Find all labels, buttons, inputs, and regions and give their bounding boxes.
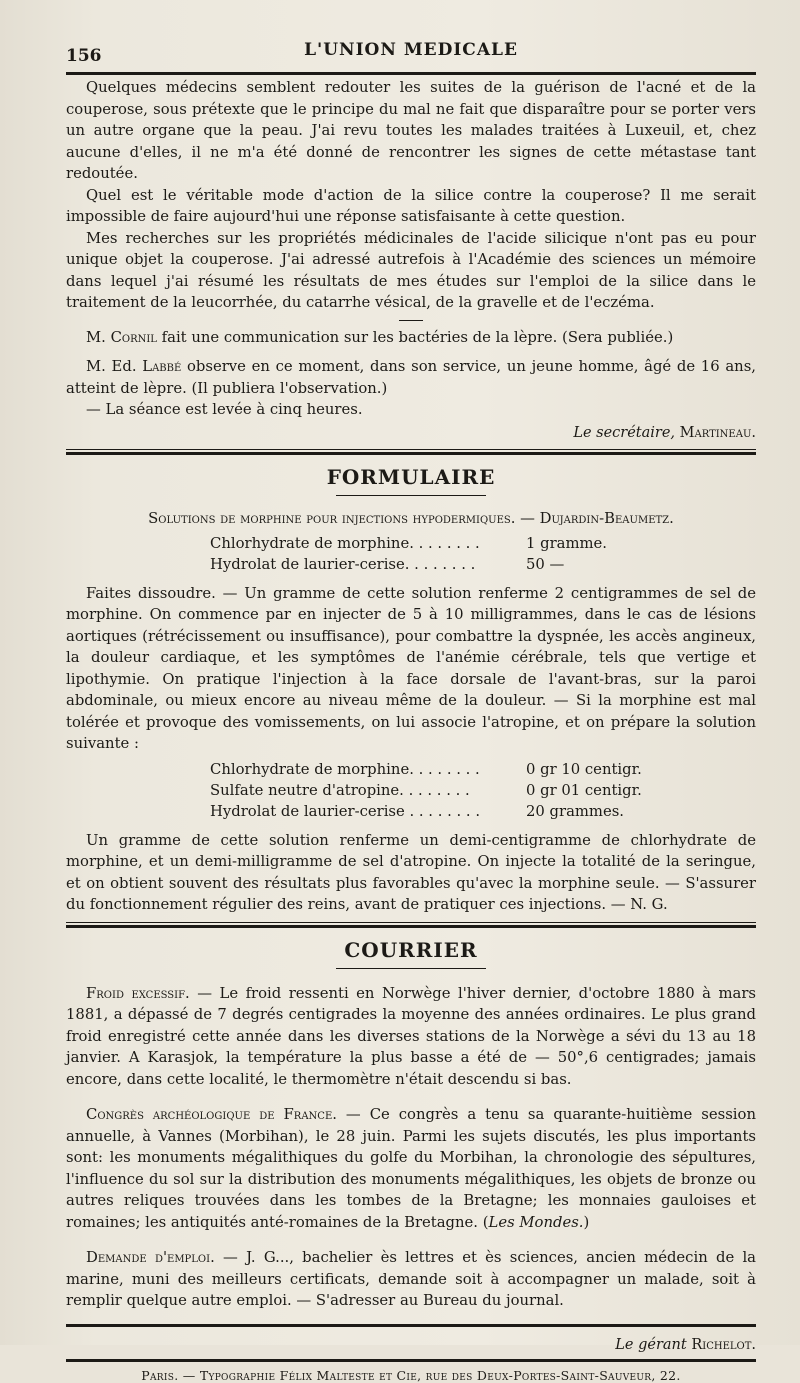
- congres-label: Congrès archéologique de France.: [86, 1106, 337, 1123]
- recipe-line: [210, 533, 756, 554]
- courrier-underline: [336, 968, 486, 969]
- secretary-signature: [66, 425, 756, 441]
- printer-imprint: Paris. — Typographie Félix Malteste et Cie, rue des Deux-Portes-Saint-Sauveur, 22.: [141, 1367, 681, 1383]
- header-rule: [66, 72, 756, 75]
- news-demande: [66, 1247, 756, 1312]
- section-rule-formulaire: [66, 449, 756, 455]
- labbe-prefix: M. Ed.: [86, 358, 143, 375]
- congres-end: ): [583, 1213, 590, 1231]
- formula-heading: Solutions de morphine pour injections hypodermiques. — Dujardin-Beaumetz.: [148, 509, 674, 527]
- ingredient-qty: 50 —: [526, 555, 565, 573]
- froid-text: — Le froid ressenti en Norwège l'hiver dernier, d'octobre 1880 à mars 1881, a dépassé de 7 degrés centigrades la moyenne des années ordinaires. Le plus grand froid enregistré cette année dans les diverses stations de la Norwège a sévi du 13 au 18 janvier. A Karasjok, la température la plus basse a été de — 50°,6 centigrades; jamais encore, dans cette localité, le thermomètre n'était descendu si bas.: [66, 984, 757, 1088]
- signature-role: Le secrétaire,: [573, 424, 676, 441]
- page-number: 156: [66, 46, 102, 66]
- ingredient-name: Sulfate neutre d'atropine. . . . . . . .: [210, 781, 470, 799]
- demande-label: Demande d'emploi.: [86, 1249, 215, 1266]
- session-labbe: [66, 356, 756, 399]
- cornil-text: fait une communication sur les bactéries de la lèpre. (Sera publiée.): [156, 328, 674, 346]
- recipe-line: [210, 801, 756, 822]
- signature-name: Martineau.: [679, 424, 756, 441]
- ingredient-qty: 1 gramme.: [526, 534, 608, 552]
- gerant-role: Le gérant: [615, 1336, 687, 1353]
- congres-text: — Ce congrès a tenu sa quarante-huitième session annuelle, à Vannes (Morbihan), le 28 juin. Parmi les sujets discutés, les plus importants sont: les monuments mégalithiques du golfe du Morbihan, la chronologie des sépultures, l'influence du sol sur la distribution des monuments mégalithiques, les objets de bronze ou autres reliques trouvées dans les tombes de la Bretagne; les monnaies gauloises et romaines; les antiquités anté-romaines de la Bretagne. (: [66, 1106, 756, 1231]
- news-froid: [66, 983, 756, 1091]
- section-rule-courrier: [66, 922, 756, 928]
- labbe-text: observe en ce moment, dans son service, un jeune homme, âgé de 16 ans, atteint de lèpre. (Il publiera l'observation.): [66, 358, 756, 397]
- courrier-title: COURRIER: [344, 937, 478, 962]
- intro-paragraph-1: Quelques médecins semblent redouter les suites de la guérison de l'acné et de la couperose, sous prétexte que le principe du mal ne fait que disparaître pour se porter vers un autre organe que la peau. J'ai revu toutes les malades traitées à Luxeuil, et, chez aucune d'elles, il ne m'a été donné de rencontrer les signes de cette métastase tant redoutée.: [66, 79, 756, 182]
- gerant-name: Richelot.: [691, 1336, 756, 1353]
- cornil-prefix: M.: [86, 328, 111, 346]
- congres-source: Les Mondes.: [488, 1213, 584, 1231]
- ingredient-name: Hydrolat de laurier-cerise. . . . . . . .: [210, 555, 476, 573]
- recipe-line: [210, 780, 756, 801]
- ingredient-name: Chlorhydrate de morphine. . . . . . . .: [210, 534, 480, 552]
- session-cornil: [66, 327, 756, 349]
- ingredient-qty: 0 gr 10 centigr.: [526, 760, 642, 778]
- page-header: [66, 38, 756, 68]
- froid-label: Froid excessif.: [86, 984, 190, 1002]
- demande-text: — J. G..., bachelier ès lettres et ès sciences, ancien médecin de la marine, muni des meilleurs certificats, demande soit à accompagner un malade, soit à remplir quelque autre emploi. — S'adresser au Bureau du journal.: [66, 1249, 757, 1309]
- news-congres: [66, 1104, 756, 1233]
- recipe-line: [210, 554, 756, 575]
- formulaire-underline: [336, 495, 486, 496]
- footer-rule-top: [66, 1324, 756, 1327]
- intro-paragraph-3: Mes recherches sur les propriétés médicinales de l'acide silicique n'ont pas eu pour unique objet la couperose. J'ai adressé autrefois à l'Académie des sciences un mémoire dans lequel j'ai résumé les résultats de mes études sur l'emploi de la silice dans le traitement de la leucorrhée, du catarrhe vésical, de la gravelle et de l'eczéma.: [66, 229, 756, 311]
- recipe-1: [210, 533, 756, 575]
- intro-paragraph-2: Quel est le véritable mode d'action de la silice contre la couperose? Il me serait impossible de faire aujourd'hui une réponse satisfaisante à cette question.: [66, 186, 756, 225]
- formula-paragraph-2: Un gramme de cette solution renferme un demi-centigramme de chlorhydrate de morphine, et un demi-milligramme de sel d'atropine. On injecte la totalité de la seringue, et on obtient souvent des résultats plus favorables qu'avec la morphine seule. — S'assurer du fonctionnement régulier des reins, avant de pratiquer ces injections. — N. G.: [66, 831, 756, 913]
- recipe-line: [210, 759, 756, 780]
- separator-dash: [399, 320, 423, 321]
- session-closing: — La séance est levée à cinq heures.: [86, 401, 363, 418]
- cornil-name: Cornil: [110, 328, 157, 346]
- formula-paragraph-1: Faites dissoudre. — Un gramme de cette solution renferme 2 centigrammes de sel de morphine. On commence par en injecter de 5 à 10 milligrammes, dans le cas de lésions aortiques (rétrécissement ou insuffisance), pour combattre la dyspnée, les accès angineux, la douleur cardiaque, et les symptômes de l'anémie cérébrale, tels que vertige et lipothymie. On pratique l'injection à la face dorsale de l'avant-bras, sur la paroi abdominale, ou mieux encore au niveau même de la douleur. — Si la morphine est mal tolérée et provoque des vomissements, on lui associe l'atropine, et on prépare la solution suivante :: [66, 584, 756, 752]
- ingredient-qty: 20 grammes.: [526, 802, 625, 820]
- labbe-name: Labbé: [142, 358, 182, 375]
- formulaire-title: FORMULAIRE: [326, 464, 496, 489]
- running-title: L'UNION MEDICALE: [304, 40, 518, 60]
- ingredient-name: Chlorhydrate de morphine. . . . . . . .: [210, 760, 480, 778]
- ingredient-qty: 0 gr 01 centigr.: [526, 781, 642, 799]
- recipe-2: [210, 759, 756, 822]
- footer-rule-bottom: [66, 1359, 756, 1362]
- ingredient-name: Hydrolat de laurier-cerise . . . . . . . .: [210, 802, 481, 820]
